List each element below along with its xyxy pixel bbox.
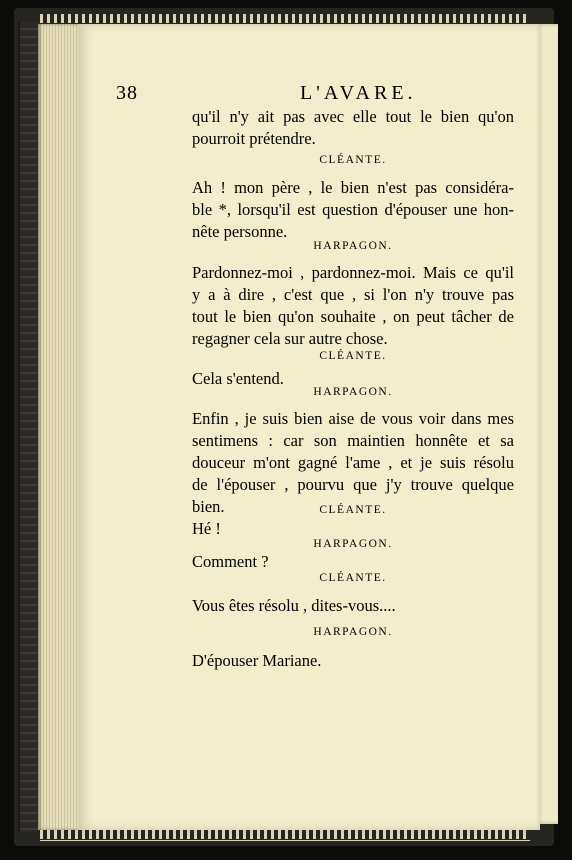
page-header — [116, 62, 426, 104]
dialogue-text — [192, 595, 514, 617]
text-line: D'épouser Mariane. — [192, 651, 322, 670]
speaker-name: HARPAGON. — [313, 386, 393, 398]
text-line: pourroit prétendre. — [192, 129, 316, 148]
text-line: Cela s'entend. — [192, 369, 284, 388]
speaker-name: HARPAGON. — [313, 538, 393, 550]
text-line: sentimens : car son maintien honnête et sa — [192, 431, 514, 450]
dialogue-text — [192, 650, 514, 672]
text-line: Comment ? — [192, 552, 269, 571]
dialogue-text — [192, 408, 514, 518]
text-line: Enfin , je suis bien aise de vous voir dans mes — [192, 409, 514, 428]
text-line: qu'il n'y ait pas avec elle tout le bien qu'on — [192, 107, 514, 126]
speaker-name: HARPAGON. — [313, 240, 393, 252]
text-line: nête personne. — [192, 222, 288, 241]
running-title: L'AVARE. — [300, 82, 417, 104]
dialogue-text — [192, 177, 514, 243]
text-line: douceur m'ont gagné l'ame , et je suis résolu — [192, 453, 514, 472]
speaker-name: HARPAGON. — [313, 626, 393, 638]
page-number: 38 — [116, 82, 138, 104]
text-line: Pardonnez-moi , pardonnez-moi. Mais ce qu'il — [192, 263, 514, 282]
speaker-name: CLÉANTE. — [319, 350, 387, 362]
speaker-name: CLÉANTE. — [319, 154, 387, 166]
dialogue-text — [192, 518, 514, 540]
speaker-name: CLÉANTE. — [319, 504, 387, 516]
text-line: bien. — [192, 497, 225, 516]
text-line: ble *, lorsqu'il est question d'épouser une hon- — [192, 200, 514, 219]
text-line: Vous êtes résolu , dites-vous.... — [192, 596, 396, 615]
text-line: tout le bien qu'on souhaite , on peut tâcher de — [192, 307, 514, 326]
speaker-name: CLÉANTE. — [319, 572, 387, 584]
text-line: Hé ! — [192, 519, 221, 538]
text-line: y a à dire , c'est que , si l'on n'y trouve pas — [192, 285, 514, 304]
text-line: de l'épouser , pourvu que j'y trouve quelque — [192, 475, 514, 494]
text-line: regagner cela sur autre chose. — [192, 329, 388, 348]
dialogue-text — [192, 551, 514, 573]
dialogue-text — [192, 106, 514, 150]
text-line: Ah ! mon père , le bien n'est pas considéra- — [192, 178, 514, 197]
dialogue-text — [192, 262, 514, 350]
bottom-border-ornament — [40, 828, 530, 842]
